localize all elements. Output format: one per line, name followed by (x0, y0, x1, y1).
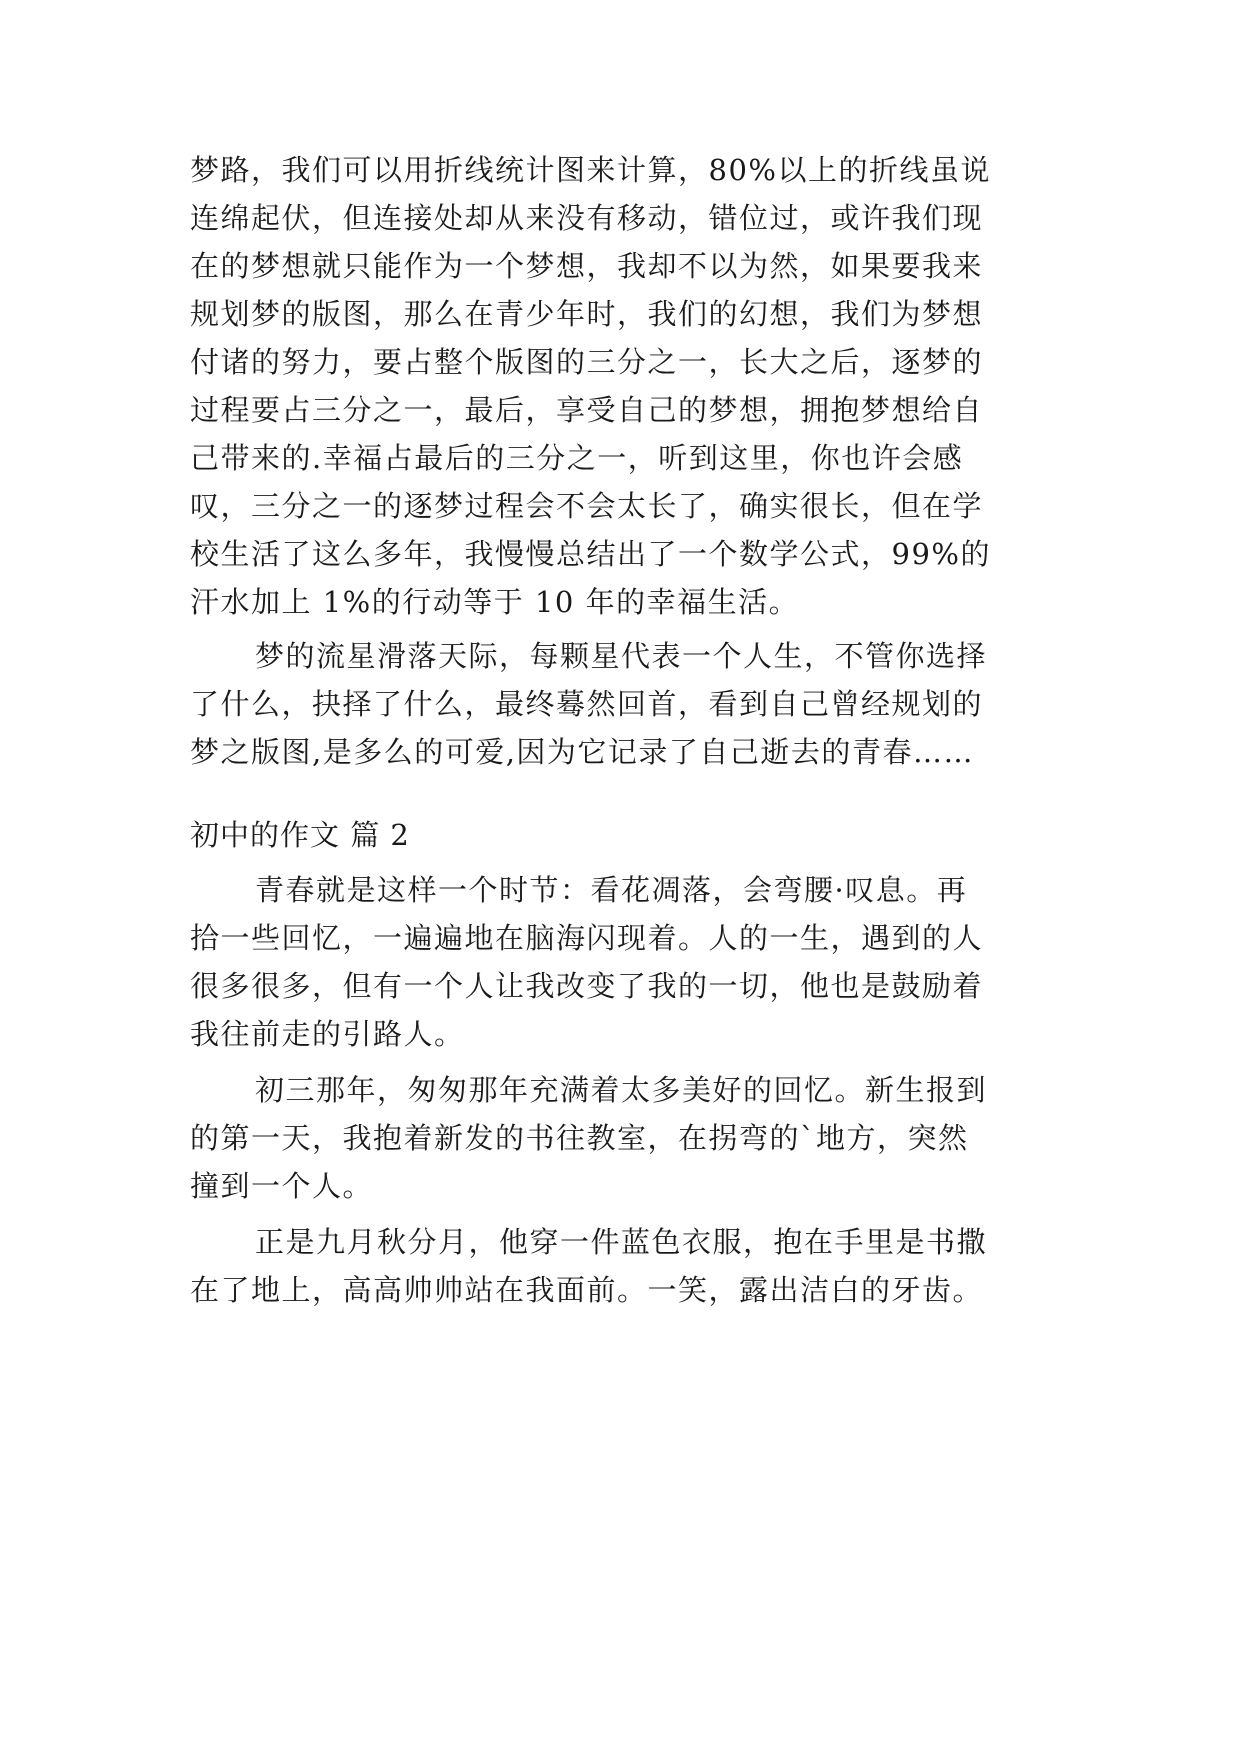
section-heading: 初中的作文 篇 2 (190, 818, 410, 852)
paragraph-line: 校生活了这么多年，我慢慢总结出了一个数学公式，99%的 (190, 537, 991, 571)
paragraph-line: 梦的流星滑落天际，每颗星代表一个人生，不管你选择 (255, 639, 988, 673)
paragraph-line: 规划梦的版图，那么在青少年时，我们的幻想，我们为梦想 (190, 297, 984, 331)
paragraph-line: 正是九月秋分月，他穿一件蓝色衣服，抱在手里是书撒 (255, 1225, 988, 1259)
paragraph-line: 撞到一个人。 (190, 1169, 374, 1203)
paragraph-line: 很多很多，但有一个人让我改变了我的一切，他也是鼓励着 (190, 969, 984, 1003)
paragraph-line: 青春就是这样一个时节：看花凋落，会弯腰·叹息。再 (255, 873, 968, 907)
paragraph-line: 汗水加上 1%的行动等于 10 年的幸福生活。 (190, 585, 800, 619)
paragraph-line: 梦之版图,是多么的可爱,因为它记录了自己逝去的青春…… (190, 735, 974, 769)
paragraph-line: 在的梦想就只能作为一个梦想，我却不以为然，如果要我来 (190, 249, 984, 283)
paragraph-line: 过程要占三分之一，最后，享受自己的梦想，拥抱梦想给自 (190, 393, 984, 427)
paragraph-line: 拾一些回忆，一遍遍地在脑海闪现着。人的一生，遇到的人 (190, 921, 984, 955)
paragraph-line: 的第一天，我抱着新发的书往教室，在拐弯的`地方，突然 (190, 1121, 969, 1155)
paragraph-line: 叹，三分之一的逐梦过程会不会太长了，确实很长，但在学 (190, 489, 984, 523)
paragraph-line: 我往前走的引路人。 (190, 1017, 465, 1051)
paragraph-line: 梦路，我们可以用折线统计图来计算，80%以上的折线虽说 (190, 153, 991, 187)
paragraph-line: 了什么，抉择了什么，最终蓦然回首，看到自己曾经规划的 (190, 687, 984, 721)
paragraph-line: 己带来的.幸福占最后的三分之一，听到这里，你也许会感 (190, 441, 964, 475)
paragraph-line: 初三那年，匆匆那年充满着太多美好的回忆。新生报到 (255, 1073, 988, 1107)
paragraph-line: 付诸的努力，要占整个版图的三分之一，长大之后，逐梦的 (190, 345, 984, 379)
paragraph-line: 在了地上，高高帅帅站在我面前。一笑，露出洁白的牙齿。 (190, 1273, 984, 1307)
paragraph-line: 连绵起伏，但连接处却从来没有移动，错位过，或许我们现 (190, 201, 984, 235)
